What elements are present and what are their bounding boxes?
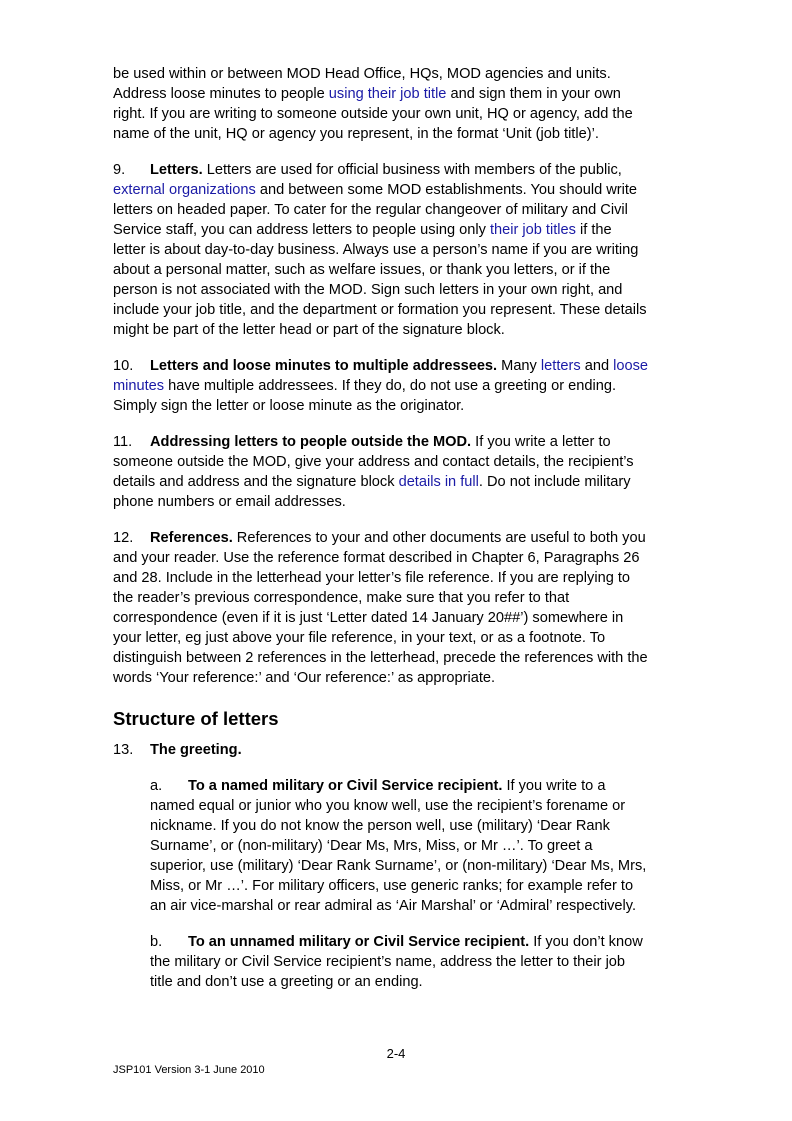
paragraph-title: References. (150, 530, 233, 546)
text: have multiple addressees. If they do, do not use a greeting or ending. Simply sign the letter or loose minute as the originator. (113, 378, 616, 414)
link-job-titles[interactable]: their job titles (489, 222, 576, 238)
subparagraph-letter: a. (150, 778, 163, 794)
document-version: JSP101 Version 3-1 June 2010 (113, 1064, 265, 1076)
paragraph-number: 13. (113, 742, 134, 758)
subparagraph-letter: b. (150, 934, 163, 950)
paragraph-12 (113, 528, 648, 688)
document-body (113, 64, 648, 1008)
text: References to your and other documents are useful to both you and your reader. Use the reference format described in Chapter 6, Paragraphs 26 and 28. Include in the letterhead your letter’s file reference. If you are replying to the reader’s previous correspondence, make sure that you refer to that correspondence (even if it is just ‘Letter dated 14 January 20##’) somewhere in your letter, eg just above your file reference, in your text, or as a footnote. To distinguish between 2 references in the letterhead, precede the references with the words ‘Your reference:’ and ‘Our reference:’ as appropriate. (113, 530, 648, 686)
text: be used within or between MOD Head Office, HQs, MOD agencies and units. Address loose minutes to people (113, 66, 611, 102)
paragraph-number: 10. (113, 358, 134, 374)
link-external-organizations[interactable]: external organizations (113, 182, 256, 198)
text: and between some MOD establishments. You should write letters on headed paper. To cater for the regular changeover of military and Civil Service staff, you can address letters to people using only (113, 182, 638, 238)
paragraph-title: The greeting. (150, 742, 242, 758)
link-details-in-full[interactable]: details in full (398, 474, 479, 490)
text: . Do not include military phone numbers or email addresses. (113, 474, 631, 510)
text: If you don’t know the military or Civil Service recipient’s name, address the letter to their job title and don’t use a greeting or an ending. (150, 934, 643, 990)
text: If you write a letter to someone outside the MOD, give your address and contact details, the recipient’s details and address and the signature block (113, 434, 634, 490)
paragraph-title: Letters and loose minutes to multiple addressees. (150, 358, 498, 374)
paragraph-title: Addressing letters to people outside the MOD. (150, 434, 472, 450)
section-heading: Structure of letters (113, 708, 279, 729)
paragraph-number: 11. (113, 434, 133, 450)
paragraph-13 (113, 740, 648, 760)
page-number: 2-4 (386, 1046, 406, 1061)
paragraph-10 (113, 356, 648, 416)
link-loose-minutes[interactable]: loose minutes (113, 358, 649, 394)
paragraph-title: Letters. (150, 162, 203, 178)
subparagraph-title: To a named military or Civil Service recipient. (188, 778, 503, 794)
paragraph-intro (113, 64, 648, 144)
subparagraph-13b (150, 932, 648, 992)
link-letters[interactable]: letters (540, 358, 581, 374)
subparagraph-title: To an unnamed military or Civil Service recipient. (188, 934, 530, 950)
subparagraph-13a (150, 776, 648, 916)
paragraph-11 (113, 432, 648, 512)
text: and sign them in your own right. If you are writing to someone outside your own unit, HQ or agency, add the name of the unit, HQ or agency you represent, in the format ‘Unit (job title)’. (113, 86, 633, 142)
text: If you write to a named equal or junior who you know well, use the recipient’s forename or nickname. If you do not know the person well, use (military) ‘Dear Rank Surname’, or (non-military) ‘Dear Ms, Mrs, Miss, or Mr …’. To greet a superior, use (military) ‘Dear Rank Surname’, or (non-military) ‘Dear Ms, Mrs, Miss, or Mr …’. For military officers, use generic ranks; for example refer to an air vice-marshal or rear admiral as ‘Air Marshal’ or ‘Admiral’ respectively. (150, 778, 647, 914)
text: and (580, 358, 614, 374)
text: if the letter is about day-to-day business. Always use a person’s name if you are writing about a personal matter, such as welfare issues, or thank you letters, or if the person is not associated with the MOD. Sign such letters in your own right, and include your job title, and the department or formation you represent. These details might be part of the letter head or part of the signature block. (113, 222, 647, 338)
text: Letters are used for official business with members of the public, (202, 162, 622, 178)
paragraph-number: 12. (113, 530, 134, 546)
paragraph-9 (113, 160, 648, 340)
paragraph-number: 9. (113, 162, 126, 178)
text: Many (497, 358, 541, 374)
link-job-title[interactable]: using their job title (328, 86, 447, 102)
